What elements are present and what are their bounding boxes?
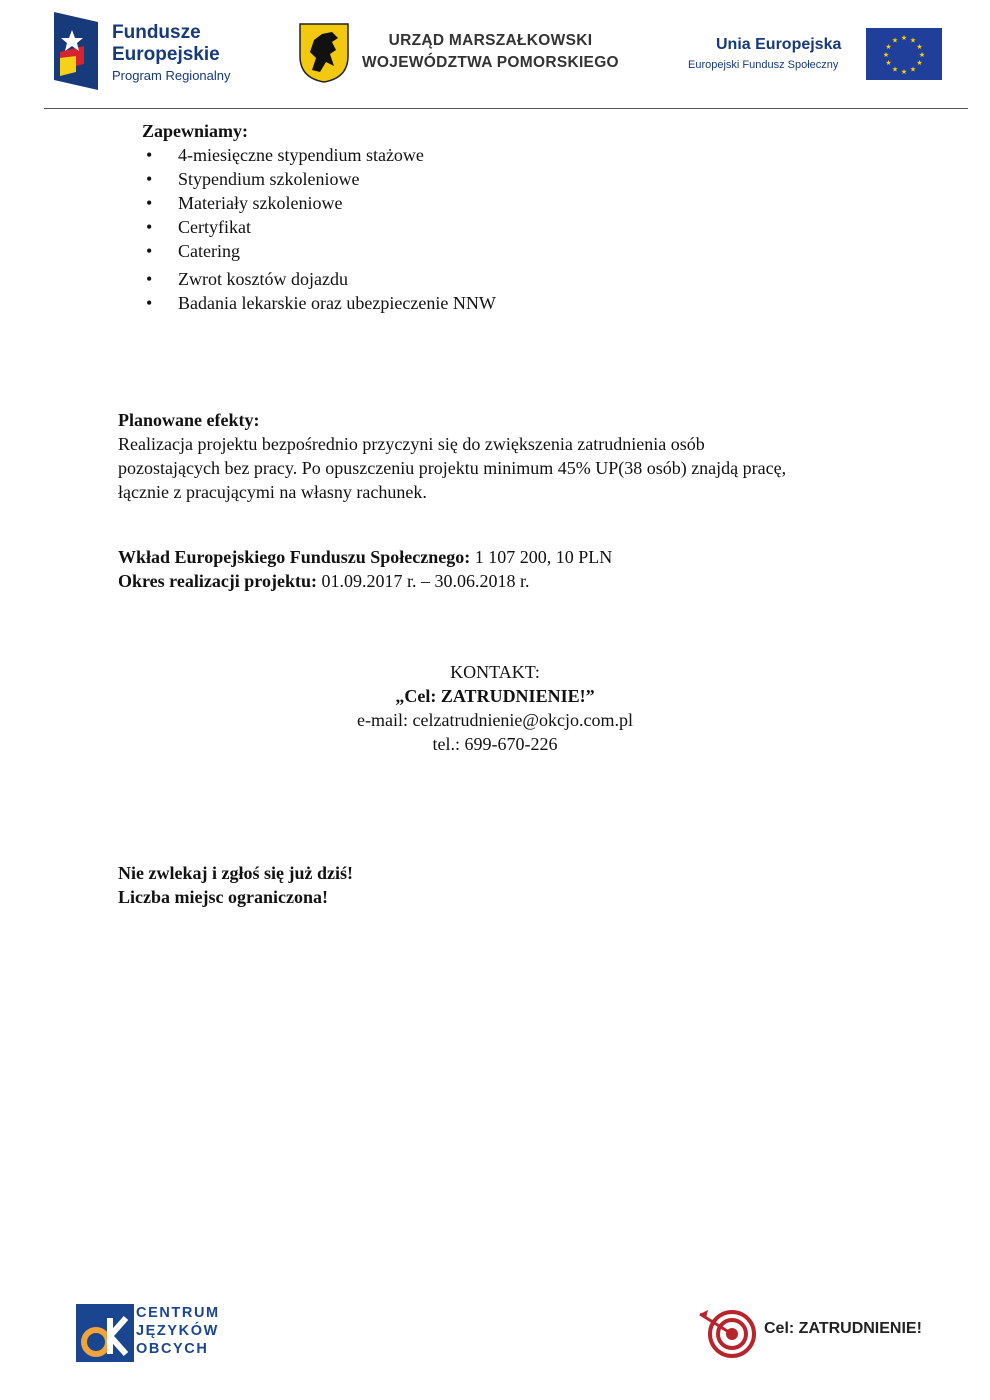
cjo-logo-line1: CENTRUM: [136, 1305, 220, 1321]
svg-text:★: ★: [891, 65, 899, 74]
list-item: • Stypendium szkoleniowe: [142, 167, 842, 191]
ue-logo-title: Unia Europejska: [716, 36, 842, 53]
svg-text:★: ★: [882, 51, 890, 59]
cjo-emblem-icon: [76, 1304, 134, 1362]
list-item: • Certyfikat: [142, 215, 842, 239]
svg-text:★: ★: [916, 59, 923, 67]
svg-text:★: ★: [916, 43, 923, 51]
pom-logo-line2: WOJEWÓDZTWA POMORSKIEGO: [362, 54, 619, 71]
offer-heading: Zapewniamy:: [142, 121, 249, 141]
target-dart-icon: [698, 1304, 758, 1360]
closing-line-1: Nie zwlekaj i zgłoś się już dziś!: [118, 863, 353, 883]
list-item: • 4-miesięczne stypendium stażowe: [142, 143, 842, 167]
funding-label: Wkład Europejskiego Funduszu Społecznego:: [118, 547, 471, 567]
fe-logo-line2: Europejskie: [112, 44, 220, 65]
fe-logo-sub: Program Regionalny: [112, 68, 231, 83]
svg-text:★: ★: [900, 68, 908, 76]
svg-text:★: ★: [891, 36, 899, 45]
offer-section: [142, 119, 842, 315]
ue-logo-sub: Europejski Fundusz Społeczny: [688, 59, 839, 71]
period-value: 01.09.2017 r. – 30.06.2018 r.: [316, 571, 530, 591]
cel-logo-text: Cel: ZATRUDNIENIE!: [764, 1320, 922, 1337]
griffin-crest-icon: [298, 22, 350, 84]
contact-project-name: „Cel: ZATRUDNIENIE!”: [395, 686, 595, 706]
effects-line-3: łącznie z pracującymi na własny rachunek.: [118, 482, 427, 502]
contact-heading: KONTAKT:: [450, 662, 540, 682]
header-divider: [44, 108, 968, 109]
funding-section: [118, 545, 918, 593]
fe-emblem-icon: [54, 12, 98, 90]
svg-text:★: ★: [885, 59, 892, 67]
closing-line-2: Liczba miejsc ograniczona!: [118, 887, 328, 907]
svg-text:★: ★: [885, 43, 892, 51]
pom-logo-line1: URZĄD MARSZAŁKOWSKI: [388, 32, 593, 49]
funding-value: 1 107 200, 10 PLN: [470, 547, 613, 567]
list-item: • Badania lekarskie oraz ubezpieczenie NNW: [142, 291, 842, 315]
effects-section: [118, 408, 918, 504]
eu-flag-icon: [866, 28, 942, 80]
svg-text:★: ★: [909, 65, 917, 74]
effects-line-2: pozostających bez pracy. Po opuszczeniu projektu minimum 45% UP(38 osób) znajdą pracę,: [118, 458, 787, 478]
contact-phone[interactable]: tel.: 699-670-226: [432, 734, 558, 754]
effects-heading: Planowane efekty:: [118, 410, 260, 430]
page-header: [0, 0, 990, 110]
cjo-logo-line3: OBCYCH: [136, 1341, 209, 1357]
contact-section: [245, 660, 745, 756]
fe-logo-line1: Fundusze: [112, 22, 201, 43]
closing-section: [118, 861, 818, 909]
funding-line: [118, 545, 918, 569]
unia-europejska-logo: [684, 26, 946, 86]
fundusze-europejskie-logo: [54, 12, 254, 92]
offer-list: [142, 143, 842, 315]
period-line: [118, 569, 918, 593]
svg-text:★: ★: [900, 34, 908, 42]
list-item: • Zwrot kosztów dojazdu: [142, 267, 842, 291]
contact-email[interactable]: e-mail: celzatrudnienie@okcjo.com.pl: [357, 710, 633, 730]
svg-text:★: ★: [909, 36, 917, 45]
list-item: • Catering: [142, 239, 842, 263]
urzad-marszalkowski-logo: [298, 18, 638, 88]
cjo-logo-line2: JĘZYKÓW: [136, 1323, 219, 1339]
period-label: Okres realizacji projektu:: [118, 571, 317, 591]
effects-line-1: Realizacja projektu bezpośrednio przyczyni się do zwiększenia zatrudnienia osób: [118, 434, 705, 454]
cel-zatrudnienie-logo: [698, 1304, 928, 1360]
centrum-jezykow-obcych-logo: [76, 1304, 220, 1362]
list-item: • Materiały szkoleniowe: [142, 191, 842, 215]
svg-text:★: ★: [918, 51, 926, 59]
